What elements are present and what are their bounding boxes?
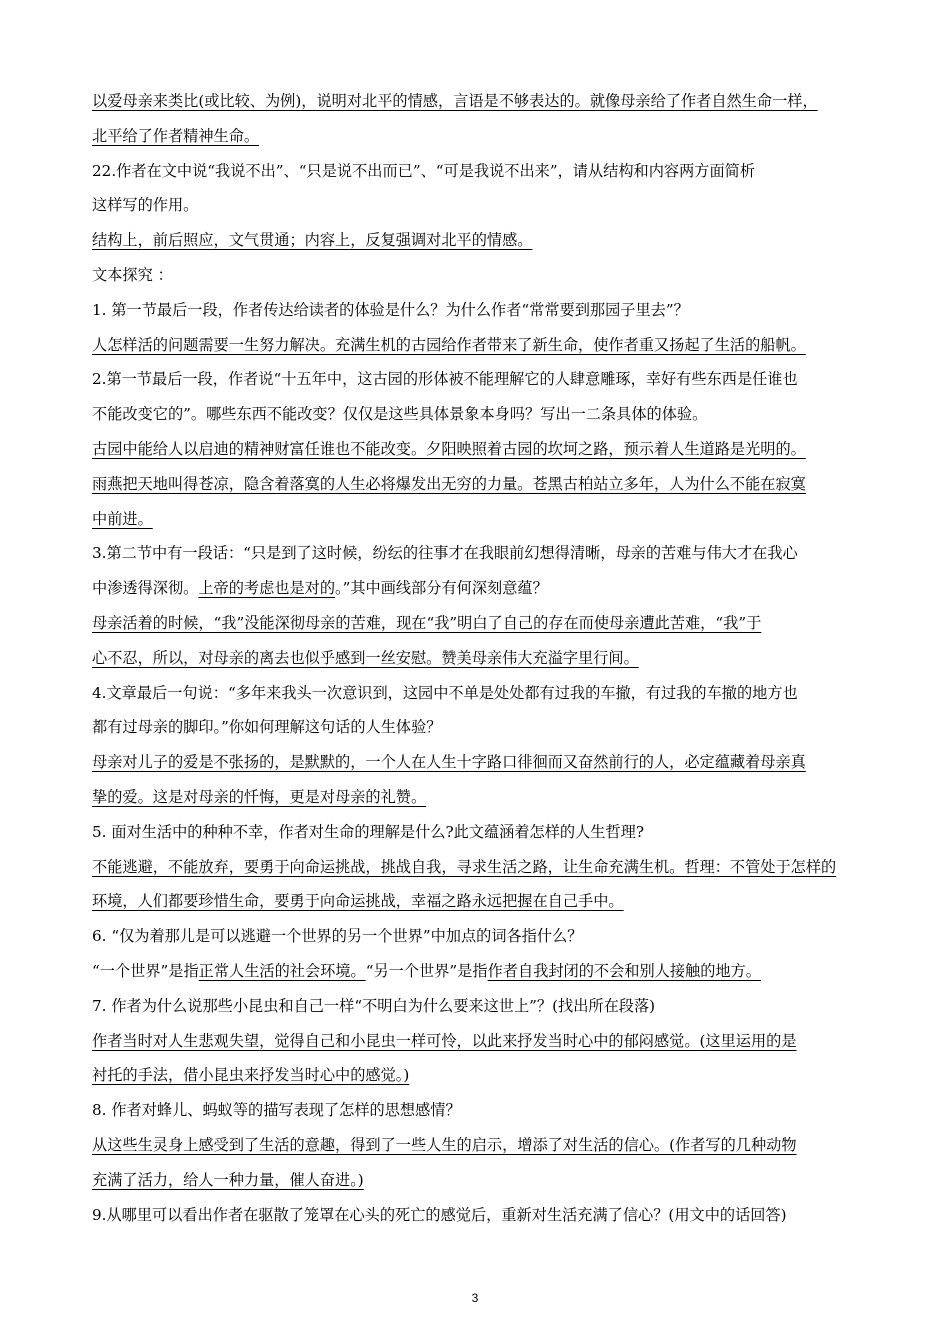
question-text: 9.从哪里可以看出作者在驱散了笼罩在心头的死亡的感觉后，重新对生活充满了信心？(用文中的话回答) [92, 1205, 787, 1224]
underlined-segment: 上帝的考虑也是对的 [198, 579, 335, 598]
answer-text: 北平给了作者精神生命。 [92, 126, 260, 145]
answer-text: 雨燕把天地叫得苍凉，隐含着落寞的人生必将爆发出无穷的力量。苍黑古柏站立多年，人为什么不能在寂寞 [92, 474, 806, 493]
underlined-segment: 作者自我封闭的不会和别人接触的地方。 [487, 961, 761, 980]
answer-text: 衬托的手法，借小昆虫来抒发当时心中的感觉。) [92, 1066, 410, 1085]
text-line [92, 850, 862, 885]
answer-text: 母亲对儿子的爱是不张扬的，是默默的，一个人在人生十字路口徘徊而又奋然前行的人，必定蕴藏着母亲真 [92, 753, 806, 772]
text-line [92, 536, 862, 571]
text-line [92, 815, 862, 850]
answer-text: 人怎样活的问题需要一生努力解决。充满生机的古园给作者带来了新生命，使作者重又扬起了生活的船帆。 [92, 335, 806, 354]
text-line [92, 1163, 862, 1198]
answer-text: 母亲活着的时候，“我”没能深彻母亲的苦难，现在“我”明白了自己的存在而使母亲遭此苦难，“我”于 [92, 613, 762, 632]
text-line [92, 919, 862, 954]
text-line [92, 1128, 862, 1163]
text-line [92, 119, 862, 154]
text-line [92, 1198, 862, 1233]
text-line [92, 188, 862, 223]
text-line [92, 467, 862, 502]
text-line [92, 502, 862, 537]
answer-text: 充满了活力，给人一种力量，催人奋进。) [92, 1170, 364, 1189]
text-line [92, 1024, 862, 1059]
text-line [92, 710, 862, 745]
text-line [92, 293, 862, 328]
text-segment: 。”其中画线部分有何深刻意蕴？ [335, 579, 548, 598]
question-text: 这样写的作用。 [92, 196, 199, 215]
answer-text: 心不忍，所以，对母亲的离去也似乎感到一丝安慰。赞美母亲伟大充溢字里行间。 [92, 648, 639, 667]
answer-text: 结构上，前后照应，文气贯通；内容上，反复强调对北平的情感。 [92, 231, 533, 250]
question-text: 文本探究 ： [92, 265, 173, 284]
answer-text: 以爱母亲来类比(或比较、为例)，说明对北平的情感，言语是不够表达的。就像母亲给了作者自然生命一样， [92, 92, 818, 110]
question-text: 7. 作者为什么说那些小昆虫和自己一样“不明白为什么要来这世上”？(找出所在段落) [92, 996, 656, 1015]
answer-text: 不能逃避，不能放弃，要勇于向命运挑战，挑战自我，寻求生活之路，让生命充满生机。哲理：不管处于怎样的 [92, 857, 837, 876]
question-text: 4.文章最后一句说：“多年来我头一次意识到，这园中不单是处处都有过我的车撤，有过我的车撤的地方也 [92, 683, 798, 702]
answer-text: 古园中能给人以启迪的精神财富任谁也不能改变。夕阳映照着古园的坎坷之路，预示着人生道路是光明的。 [92, 439, 806, 458]
text-line [92, 954, 862, 989]
text-line [92, 328, 862, 363]
question-text: 5. 面对生活中的种种不幸，作者对生命的理解是什么?此文蕴涵着怎样的人生哲理? [92, 822, 644, 841]
text-line [92, 606, 862, 641]
answer-text: 挚的爱。这是对母亲的忏悔，更是对母亲的礼赞。 [92, 787, 427, 806]
text-segment: “一个世界”是指 [92, 961, 199, 980]
question-text: 6. “仅为着那儿是可以逃避一个世界的另一个世界”中加点的词各指什么？ [92, 927, 583, 946]
question-text: 8. 作者对蜂儿、蚂蚁等的描写表现了怎样的思想感情？ [92, 1101, 461, 1120]
question-text: 22.作者在文中说“我说不出”、“只是说不出而已”、“可是我说不出来”，请从结构和内容两方面简析 [92, 161, 756, 180]
answer-text: 环境，人们都要珍惜生命，要勇于向命运挑战，幸福之路永远把握在自己手中。 [92, 892, 624, 911]
underlined-segment: 正常人生活的社会环境。 [198, 961, 366, 980]
text-line [92, 641, 862, 676]
page-number: 3 [471, 1291, 479, 1305]
text-line [92, 676, 862, 711]
text-line [92, 397, 862, 432]
text-line [92, 989, 862, 1024]
text-line [92, 884, 862, 919]
text-segment: 中渗透得深彻。 [92, 579, 199, 598]
text-segment: “另一个世界”是指 [365, 961, 488, 980]
text-line [92, 571, 862, 606]
answer-text: 中前进。 [92, 509, 153, 528]
text-segment: 3.第二节中有一段话：“只是到了这时候，纷纭的往事才在我眼前幻想得清晰，母亲的苦难与伟大才在我心 [92, 544, 798, 563]
answer-text: 从这些生灵身上感受到了生活的意趣，得到了一些人生的启示，增添了对生活的信心。(作者写的几种动物 [92, 1135, 797, 1154]
text-line [92, 84, 862, 119]
question-text: 不能改变它的”。哪些东西不能改变？仅仅是这些具体景象本身吗？写出一二条具体的体验。 [92, 405, 708, 424]
text-line [92, 223, 862, 258]
text-line [92, 780, 862, 815]
text-line [92, 258, 862, 293]
question-text: 2.第一节最后一段，作者说“十五年中，这古园的形体被不能理解它的人肆意雕琢，幸好有些东西是任谁也 [92, 370, 798, 389]
text-line [92, 1058, 862, 1093]
text-line [92, 154, 862, 189]
text-line [92, 745, 862, 780]
text-line [92, 1093, 862, 1128]
document-page [92, 84, 862, 1232]
text-line [92, 362, 862, 397]
question-text: 都有过母亲的脚印。”你如何理解这句话的人生体验？ [92, 718, 442, 737]
text-line [92, 432, 862, 467]
answer-text: 作者当时对人生悲观失望，觉得自己和小昆虫一样可怜，以此来抒发当时心中的郁闷感觉。(这里运用的是 [92, 1031, 797, 1050]
question-text: 1. 第一节最后一段，作者传达给读者的体验是什么？为什么作者“常常要到那园子里去”？ [92, 300, 689, 319]
